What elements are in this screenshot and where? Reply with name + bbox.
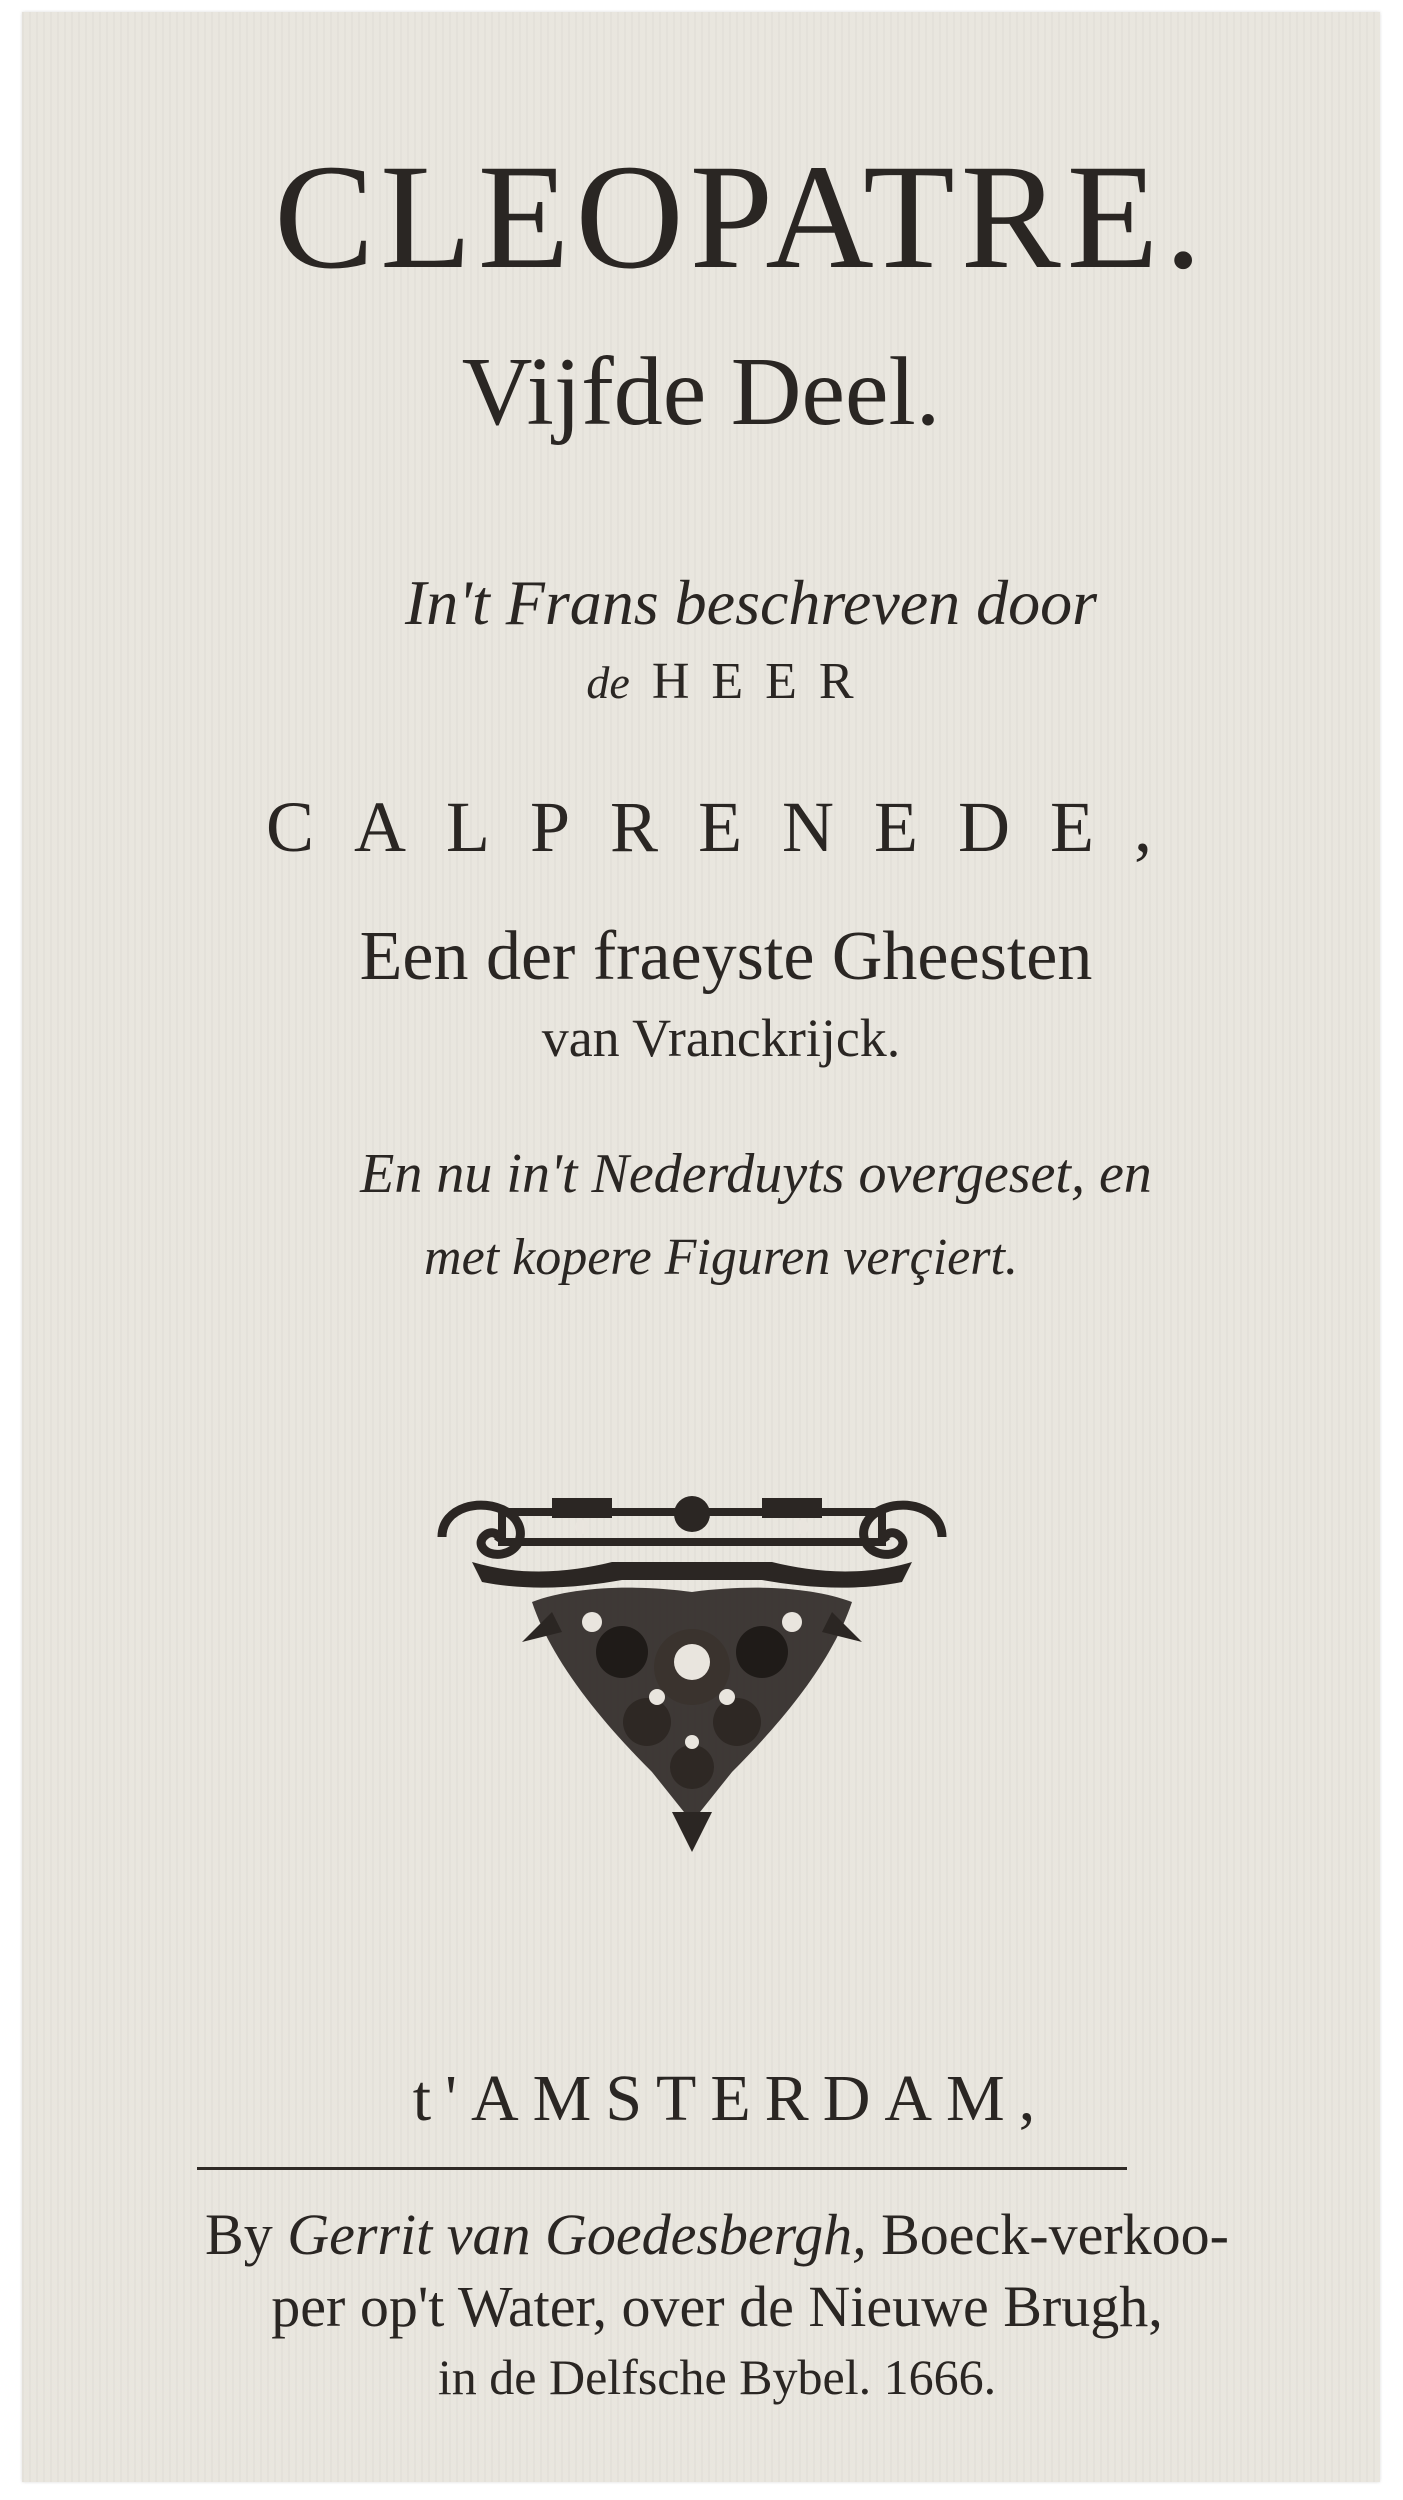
translated-from-line: In't Frans beschreven door <box>404 567 1098 638</box>
translation-line2: met kopere Figuren verçiert. <box>424 1229 1018 1286</box>
imprint-line2: per op't Water, over de Nieuwe Brugh, <box>271 2274 1163 2339</box>
imprint-line1-rest: Boeck-verkoo- <box>881 2202 1229 2267</box>
imprint-rule <box>197 2167 1127 2170</box>
author-prefix-line <box>52 652 1403 713</box>
imprint-line3: in de Delfsche Bybel. 1666. <box>437 2349 997 2405</box>
volume-label: Vijfde Deel. <box>461 338 941 446</box>
imprint-publisher: Gerrit van Goedesbergh, <box>287 2202 867 2267</box>
author-description-line2: van Vranckrijck. <box>541 1008 901 1068</box>
translation-line1: En nu in't Nederduyts overgeset, en <box>360 1143 1152 1205</box>
author-prefix-de: de <box>586 657 630 708</box>
imprint-line1 <box>102 2202 1332 2268</box>
imprint-city: t'AMSTERDAM, <box>412 2062 1050 2135</box>
author-name: CALPRENEDE, <box>266 787 1192 867</box>
title-page <box>22 12 1380 2482</box>
book-title: CLEOPATRE. <box>274 134 1208 300</box>
imprint-by: By <box>205 2202 273 2267</box>
printers-ornament-icon <box>432 1492 952 1862</box>
author-description-line1: Een der fraeyste Gheesten <box>359 918 1093 995</box>
author-prefix-heer: HEER <box>651 653 876 710</box>
